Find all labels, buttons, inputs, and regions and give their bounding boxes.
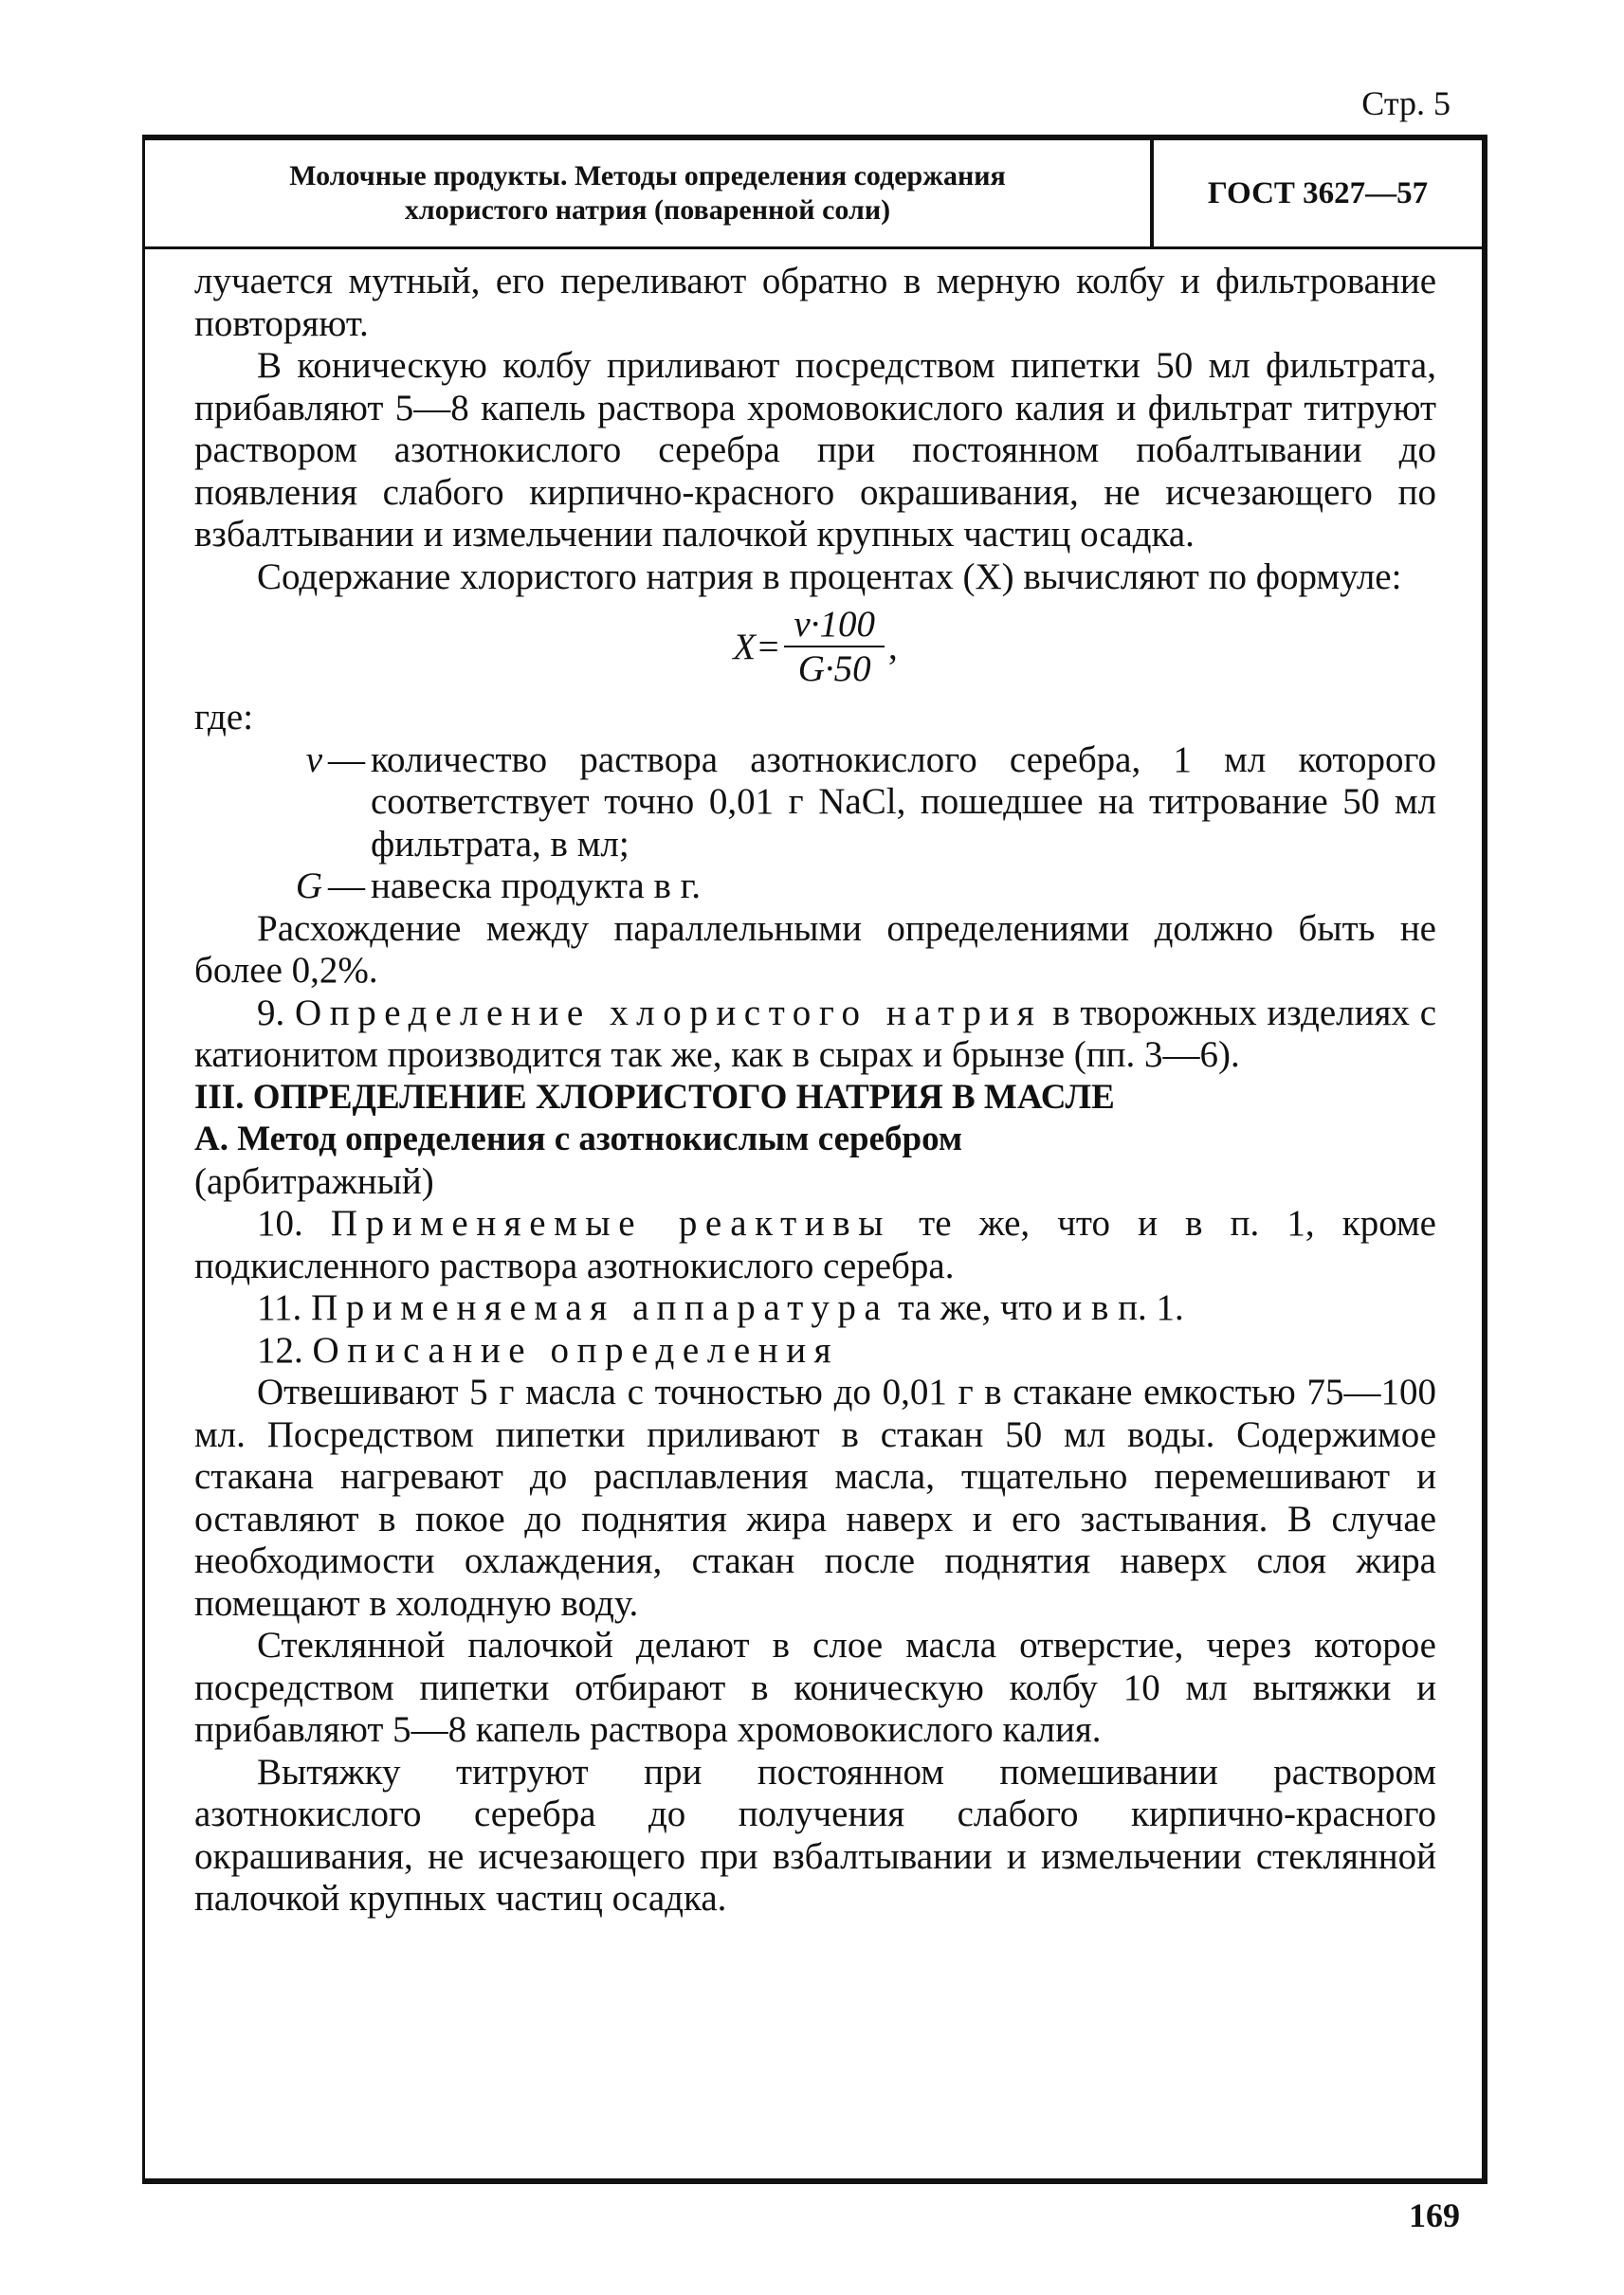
standard-number: ГОСТ 3627—57 xyxy=(1207,175,1429,210)
formula-denominator: G·50 xyxy=(797,648,871,689)
paragraph-titration: В коническую колбу приливают посредством пипетки 50 мл фильтрата, прибавляют 5—8 капель раствора хромовокислого калия и фильтрат титруют раствором азотнокислого серебра при постоянном побалтывании до появления слабого кирпично-красного окрашивания, не исчезающего по взбалтывании и измельчении палочкой крупных частиц осадка. xyxy=(194,345,1436,555)
variable-g-symbol: G xyxy=(295,865,322,906)
item-9-number: 9. xyxy=(257,992,285,1033)
paragraph-item-12 xyxy=(194,1330,1436,1373)
paragraph-final-titration: Вытяжку титруют при постоянном помешивании раствором азотнокислого серебра до получения слабого кирпично-красного окрашивания, не исчезающего при взбалтывании и измельчении стеклянной палочкой крупных частиц осадка. xyxy=(194,1751,1436,1919)
item-10-number: 10. xyxy=(257,1203,303,1244)
item-9-text: в творожных изделиях с катионитом производится так же, как в сырах и брынзе (пп. 3—6). xyxy=(194,992,1437,1075)
page-label: Стр. 5 xyxy=(1361,84,1451,122)
paragraph-continued: лучается мутный, его переливают обратно в мерную колбу и фильтрование повторяют. xyxy=(194,261,1436,344)
section-title: III. ОПРЕДЕЛЕНИЕ ХЛОРИСТОГО НАТРИЯ В МАСЛЕ xyxy=(194,1077,1115,1117)
header-title xyxy=(145,140,1150,246)
section-subtitle: А. Метод определения с азотнокислым серебром xyxy=(194,1120,963,1158)
where-label: где: xyxy=(194,697,254,738)
paragraph-item-11 xyxy=(194,1287,1436,1330)
formula-numerator: v·100 xyxy=(784,604,885,647)
section-subtitle-note: (арбитражный) xyxy=(194,1160,434,1202)
paragraph-discrepancy: Расхождение между параллельными определениями должно быть не более 0,2%. xyxy=(194,907,1436,991)
variable-v-symbol: v xyxy=(305,738,322,780)
variable-v-description: количество раствора азотнокислого серебра, 1 мл которого соответствует точно 0,01 г NaCl, пошедшее на титрование 50 мл фильтрата, в мл; xyxy=(371,738,1436,865)
variable-g: G — навеска продукта в г. xyxy=(213,865,1436,908)
document-body xyxy=(194,261,1436,1921)
document-header xyxy=(142,135,1487,249)
paragraph-weighing: Отвешивают 5 г масла с точностью до 0,01 г в стакане емкостью 75—100 мл. Посредством пипетки приливают в стакан 50 мл воды. Содержимое стакана нагревают до расплавления масла, тщательно перемешивают и оставляют в покое до поднятия жира наверх и его застывания. В случае необходимости охлаждения, стакан после поднятия наверх слоя жира помещают в холодную воду. xyxy=(194,1372,1436,1624)
variable-v: v — количество раствора азотнокислого серебра, 1 мл которого соответствует точно 0,01 г NaCl, пошедшее на титрование 50 мл фильтрата, в мл; xyxy=(213,739,1436,866)
paragraph-extraction: Стеклянной палочкой делают в слое масла отверстие, через которое посредством пипетки отбирают в коническую колбу 10 мл вытяжки и прибавляют 5—8 капель раствора хромовокислого калия. xyxy=(194,1625,1436,1750)
header-title-line-2: хлористого натрия (поваренной соли) xyxy=(404,194,891,226)
header-title-line-1: Молочные продукты. Методы определения содержания xyxy=(289,160,1006,191)
paragraph-item-10 xyxy=(194,1203,1436,1287)
item-11-text: та же, что и в п. 1. xyxy=(898,1287,1184,1328)
variable-g-description: навеска продукта в г. xyxy=(371,865,701,906)
item-11-heading: Применяемая аппаратура xyxy=(311,1287,889,1328)
item-12-number: 12. xyxy=(257,1329,303,1371)
item-11-number: 11. xyxy=(257,1287,302,1328)
formula-fraction xyxy=(784,604,885,691)
formula-tail: , xyxy=(887,626,898,667)
footer-page-number: 169 xyxy=(1409,2196,1460,2234)
formula-lhs: X= xyxy=(733,626,781,667)
paragraph-formula-intro: Содержание хлористого натрия в процентах (X) вычисляют по формуле: xyxy=(257,556,1402,597)
item-10-text: те же, что и в п. 1, кроме подкисленного раствора азотнокислого серебра. xyxy=(194,1203,1436,1286)
item-9-heading: Определение хлористого натрия xyxy=(295,992,1043,1033)
item-12-heading: Описание определения xyxy=(312,1329,840,1371)
variable-list xyxy=(194,739,1436,908)
formula xyxy=(194,598,1436,697)
paragraph-item-9 xyxy=(194,993,1436,1077)
item-10-heading: Применяемые реактивы xyxy=(330,1203,892,1244)
